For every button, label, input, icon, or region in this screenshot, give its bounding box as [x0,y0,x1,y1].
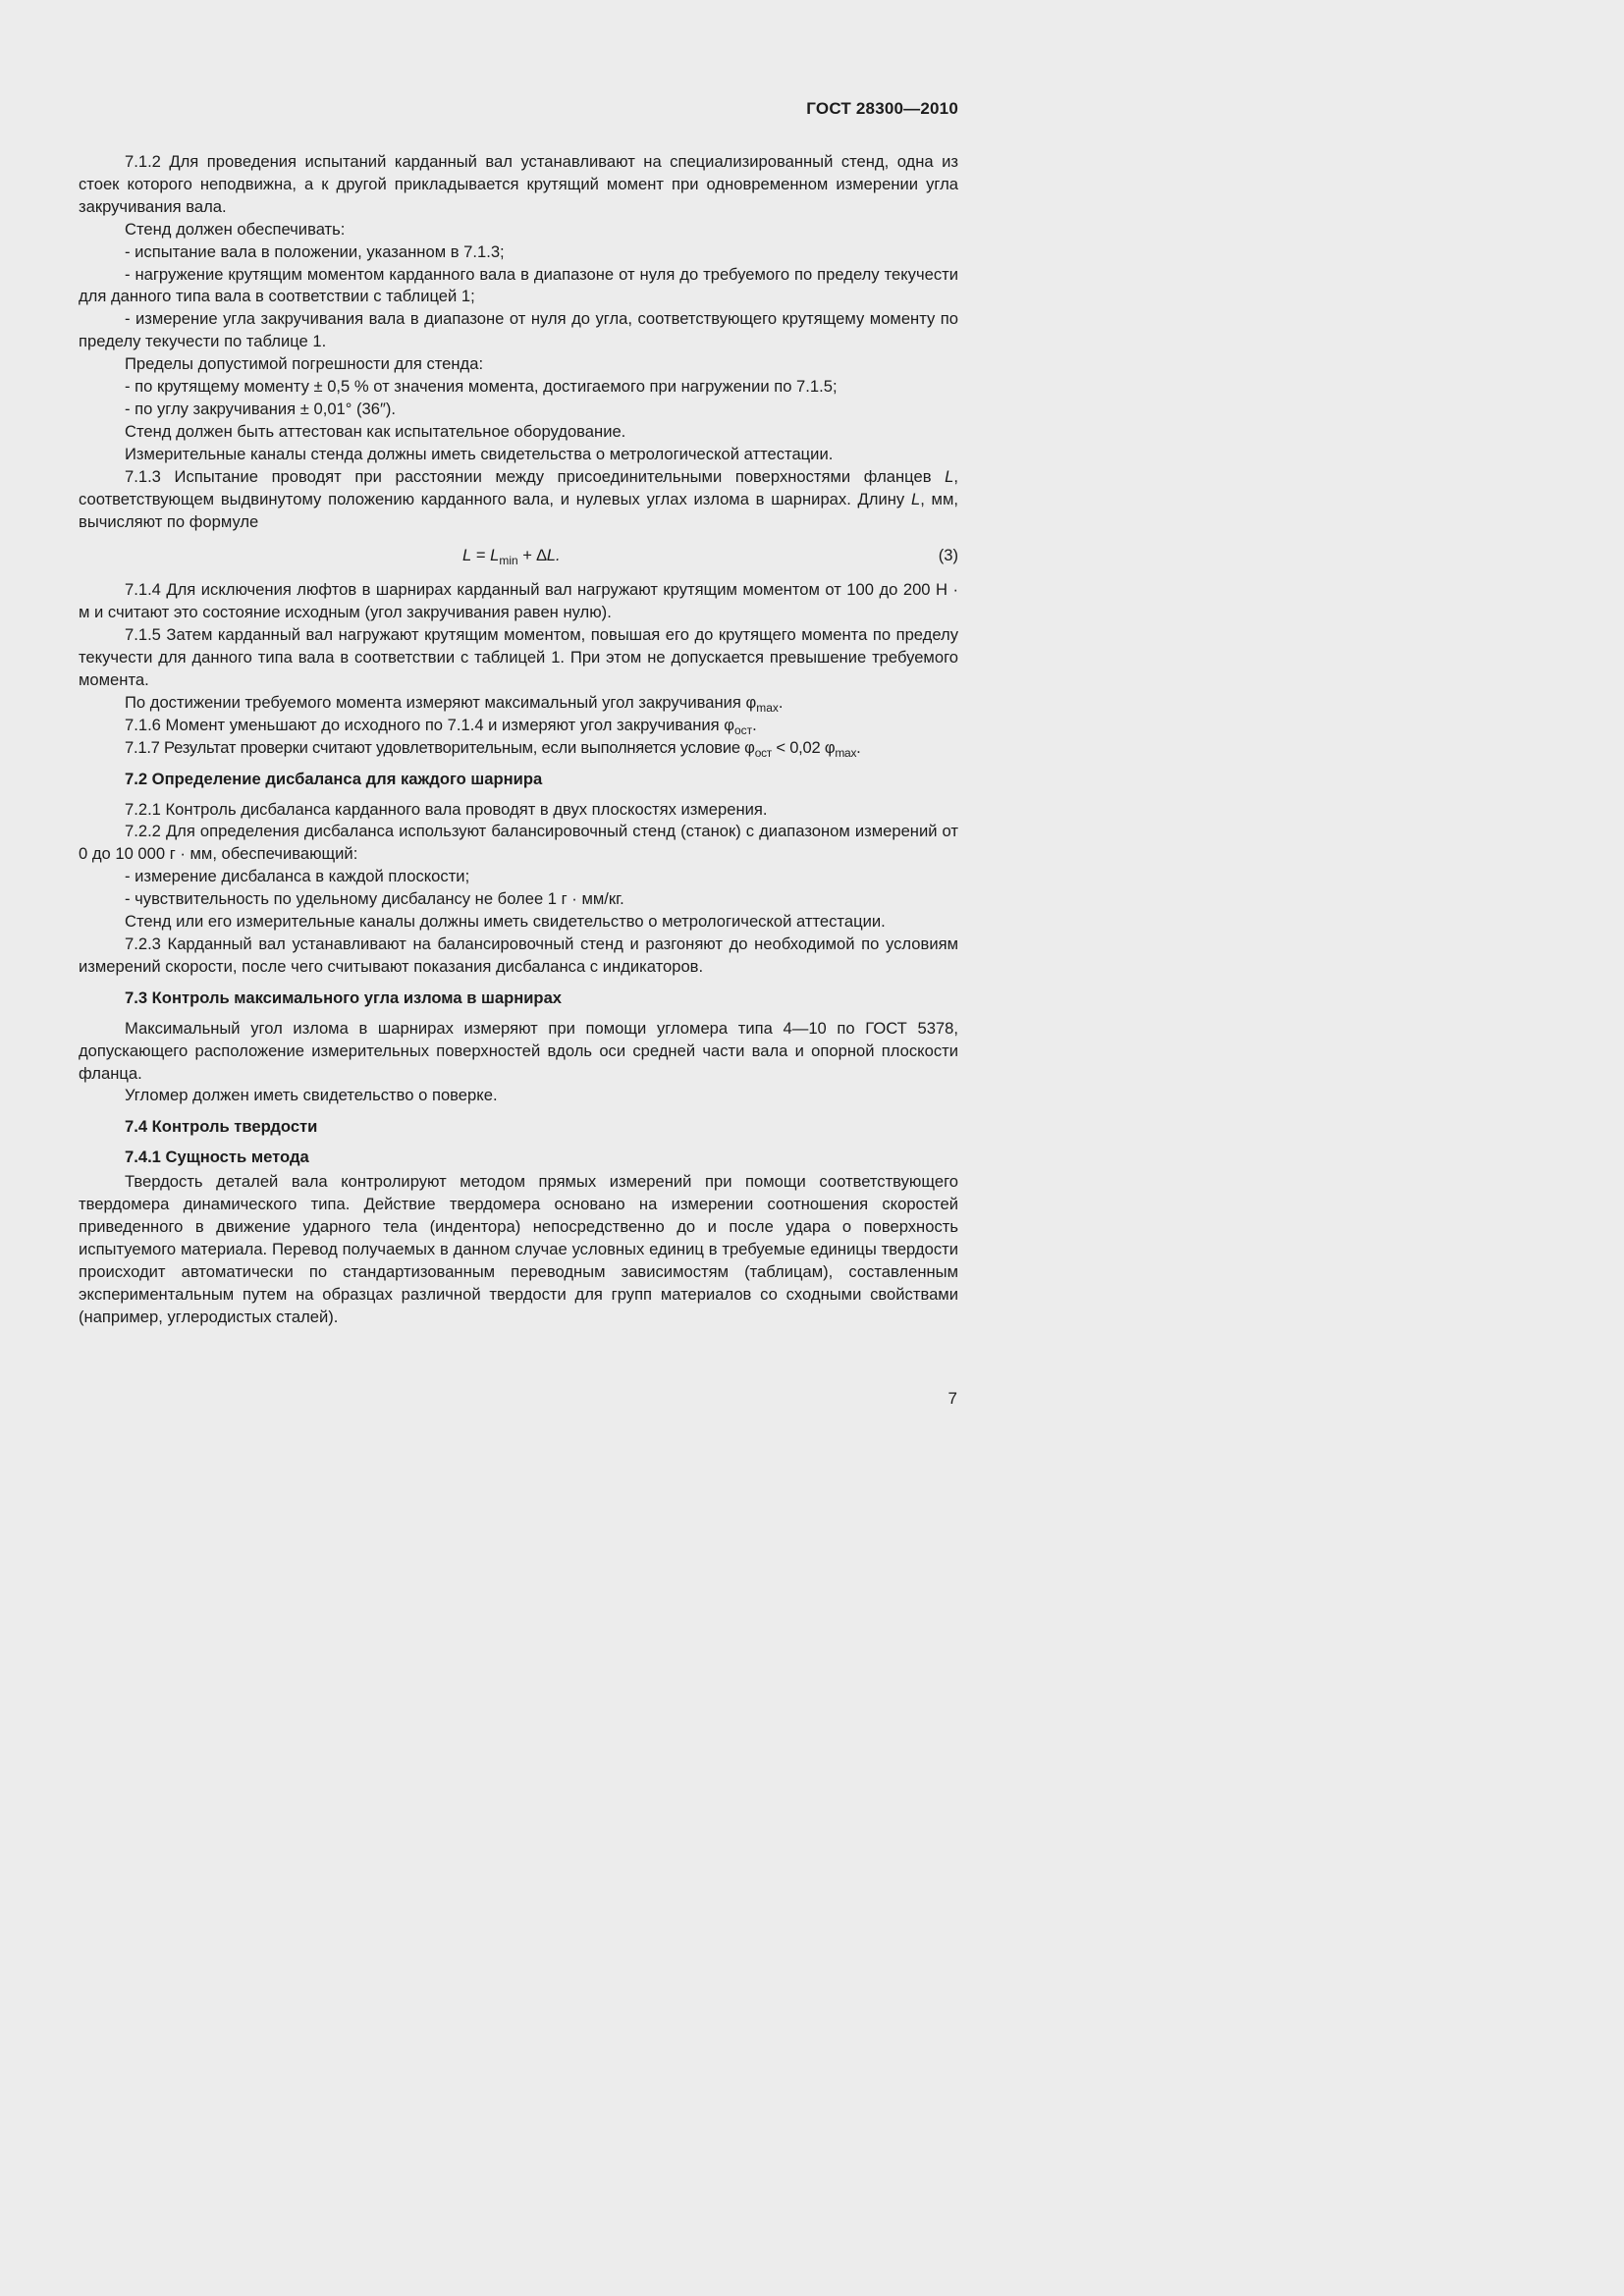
section-heading-7-3: 7.3 Контроль максимального угла излома в шарнирах [125,988,563,1007]
list-item: - измерение угла закручивания вала в диапазоне от нуля до угла, соответствующего крутящему моменту по пределу текучести по таблице 1. [79,309,958,351]
paragraph: Максимальный угол излома в шарнирах измеряют при помощи угломера типа 4—10 по ГОСТ 5378, допускающего расположение измерительных поверхностей вдоль оси средней части вала и опорной плоскости фланца. [79,1018,958,1083]
formula-3 [79,543,958,568]
paragraph-7-1-6: 7.1.6 Момент уменьшают до исходного по 7.1.4 и измеряют угол закручивания $\varphi_{ост}$. [125,715,757,738]
paragraph-7-1-4: 7.1.4 Для исключения люфтов в шарнирах карданный вал нагружают крутящим моментом от 100 до 200 Н · м и считают это состояние исходным (угол закручивания равен нулю). [79,580,958,622]
text-run: 7.1.3 Испытание проводят при расстоянии между присоединительными поверхностями фланцев [125,466,946,486]
paragraph-7-1-2: 7.1.2 Для проведения испытаний карданный вал устанавливают на специализированный стенд, одна из стоек которого неподвижна, а к другой прикладывается крутящий момент при одновременном измерении угла закручивания вала. [79,152,958,216]
list-item: - по углу закручивания ± 0,01° (36″). [125,399,397,418]
list-item: - чувствительность по удельному дисбалансу не более 1 г · мм/кг. [125,889,624,909]
paragraph: По достижении требуемого момента измеряют максимальный угол закручивания $\varphi_{max}$. [125,692,784,716]
paragraph-7-2-2: 7.2.2 Для определения дисбаланса используют балансировочный стенд (станок) с диапазоном измерений от 0 до 10 000 г · мм, обеспечивающий: [79,822,958,864]
list-item: - измерение дисбаланса в каждой плоскости; [125,867,470,886]
text-run: , соответствующем выдвинутому положению карданного вала, и нулевых углах излома в шарнирах. Длину [79,466,958,508]
subsection-heading-7-4-1: 7.4.1 Сущность метода [125,1148,309,1167]
text-run: , мм, вычисляют по формуле [79,489,958,531]
paragraph-7-2-1: 7.2.1 Контроль дисбаланса карданного вала проводят в двух плоскостях измерения. [125,799,768,819]
paragraph: Твердость деталей вала контролируют методом прямых измерений при помощи соответствующего твердомера динамического типа. Действие твердомера основано на измерении соотношения скоростей приведенного в движение ударного тела (индентора) непосредственно до и после удара о поверхность испытуемого материала. Перевод получаемых в данном случае условных единиц в требуемые единицы твердости происходит автоматически по стандартизованным переводным зависимостям (таблицам), составленным экспериментальным путем на образцах различной твердости для групп материалов со сходными свойствами (например, углеродистых сталей). [79,1172,958,1326]
paragraph: Измерительные каналы стенда должны иметь свидетельства о метрологической аттестации. [125,444,834,463]
variable-L: L [945,466,954,486]
variable-L: L [910,489,921,508]
paragraph-7-1-5: 7.1.5 Затем карданный вал нагружают крутящим моментом, повышая его до крутящего момента по пределу текучести для данного типа вала в соответствии с таблицей 1. При этом не допускается превышение требуемого момента. [79,625,958,690]
paragraph: Стенд или его измерительные каналы должны иметь свидетельство о метрологической аттестации. [125,912,886,932]
paragraph: Угломер должен иметь свидетельство о поверке. [125,1086,498,1105]
list-item: - испытание вала в положении, указанном в 7.1.3; [125,241,505,261]
formula-number: (3) [938,546,958,565]
paragraph: Пределы допустимой погрешности для стенда: [125,354,484,374]
paragraph-7-1-3 [79,466,958,534]
page-body [79,151,958,1329]
page-number: 7 [947,1389,957,1408]
section-heading-7-4: 7.4 Контроль твердости [125,1117,318,1137]
list-item: - нагружение крутящим моментом карданного вала в диапазоне от нуля до требуемого по пределу текучести для данного типа вала в соответствии с таблицей 1; [79,264,958,306]
section-heading-7-2: 7.2 Определение дисбаланса для каждого шарнира [125,769,543,788]
paragraph-7-2-3: 7.2.3 Карданный вал устанавливают на балансировочный стенд и разгоняют до необходимой по условиям измерений скорости, после чего считывают показания дисбаланса с индикаторов. [79,934,958,976]
paragraph: Стенд должен быть аттестован как испытательное оборудование. [125,421,626,441]
paragraph: Стенд должен обеспечивать: [125,219,346,239]
formula-expression: $L = L_{min} + \Delta L$. [462,546,561,568]
list-item: - по крутящему моменту ± 0,5 % от значения момента, достигаемого при нагружении по 7.1.5; [125,377,838,397]
document-code: ГОСТ 28300—2010 [806,99,958,118]
document-page [0,0,1089,1539]
paragraph-7-1-7: 7.1.7 Результат проверки считают удовлетворительным, если выполняется условие $\varphi_{ост} < 0,02$ $\varphi_{max}$. [125,737,861,760]
